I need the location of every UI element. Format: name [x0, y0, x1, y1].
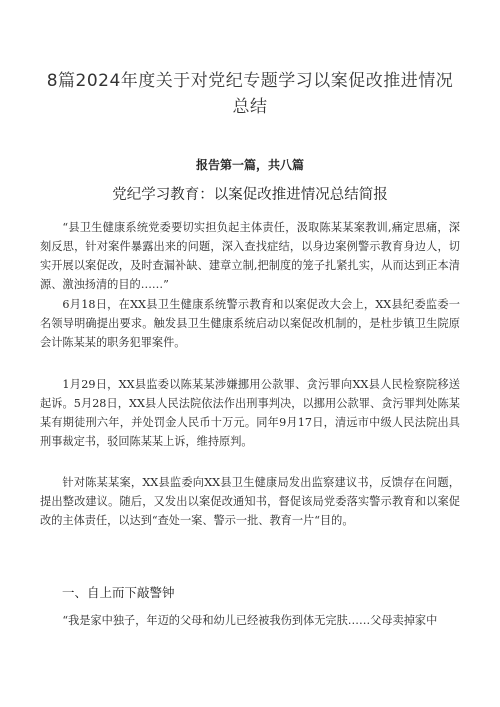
report-subheading: 报告第一篇，共八篇	[195, 158, 304, 172]
paragraph-confession: “我是家中独子，年迈的父母和幼儿已经被我伤到体无完肤……父母卖掉家中	[62, 614, 438, 627]
heading-warning: 一、自上而下敲警钟	[62, 585, 175, 600]
paragraph-quote: “县卫生健康系统党委要切实担负起主体责任，汲取陈某某案教训,痛定思痛，深刻反思，针对案件暴露出来的问题，深入查找症结，以身边案例警示教育身边人，切实开展以案促改，及时查漏补缺、建章立制,把制度的笼子扎紧扎实，从而达到正本清源、激浊扬清的目的……”	[40, 221, 460, 291]
document-title: 8篇2024年度关于对党纪专题学习以案促改推进情况总结	[46, 71, 454, 117]
paragraph-verdict: 1月29日，XX县监委以陈某某涉嫌挪用公款罪、贪污罪向XX县人民检察院移送起诉。5月28日，XX县人民法院依法作出刑事判决，以挪用公款罪、贪污罪判处陈某某有期徒刑六年，并处罚金人民币十万元。同年9月17日，清远市中级人民法院出具刑事裁定书，驳回陈某某上诉，维持原判。	[40, 378, 460, 448]
section-title: 党纪学习教育：以案促改推进情况总结简报	[112, 187, 388, 203]
paragraph-meeting: 6月18日，在XX县卫生健康系统警示教育和以案促改大会上，XX县纪委监委一名领导明确提出要求。触发县卫生健康系统启动以案促改机制的，是杜步镇卫生院原会计陈某某的职务犯罪案件。	[40, 298, 460, 349]
paragraph-supervision: 针对陈某某案，XX县监委向XX县卫生健康局发出监察建议书，反馈存在问题，提出整改建议。随后，又发出以案促改通知书，督促该局党委落实警示教育和以案促改的主体责任，以达到“查处一案、警示一批、教育一片“目的。	[40, 476, 460, 527]
